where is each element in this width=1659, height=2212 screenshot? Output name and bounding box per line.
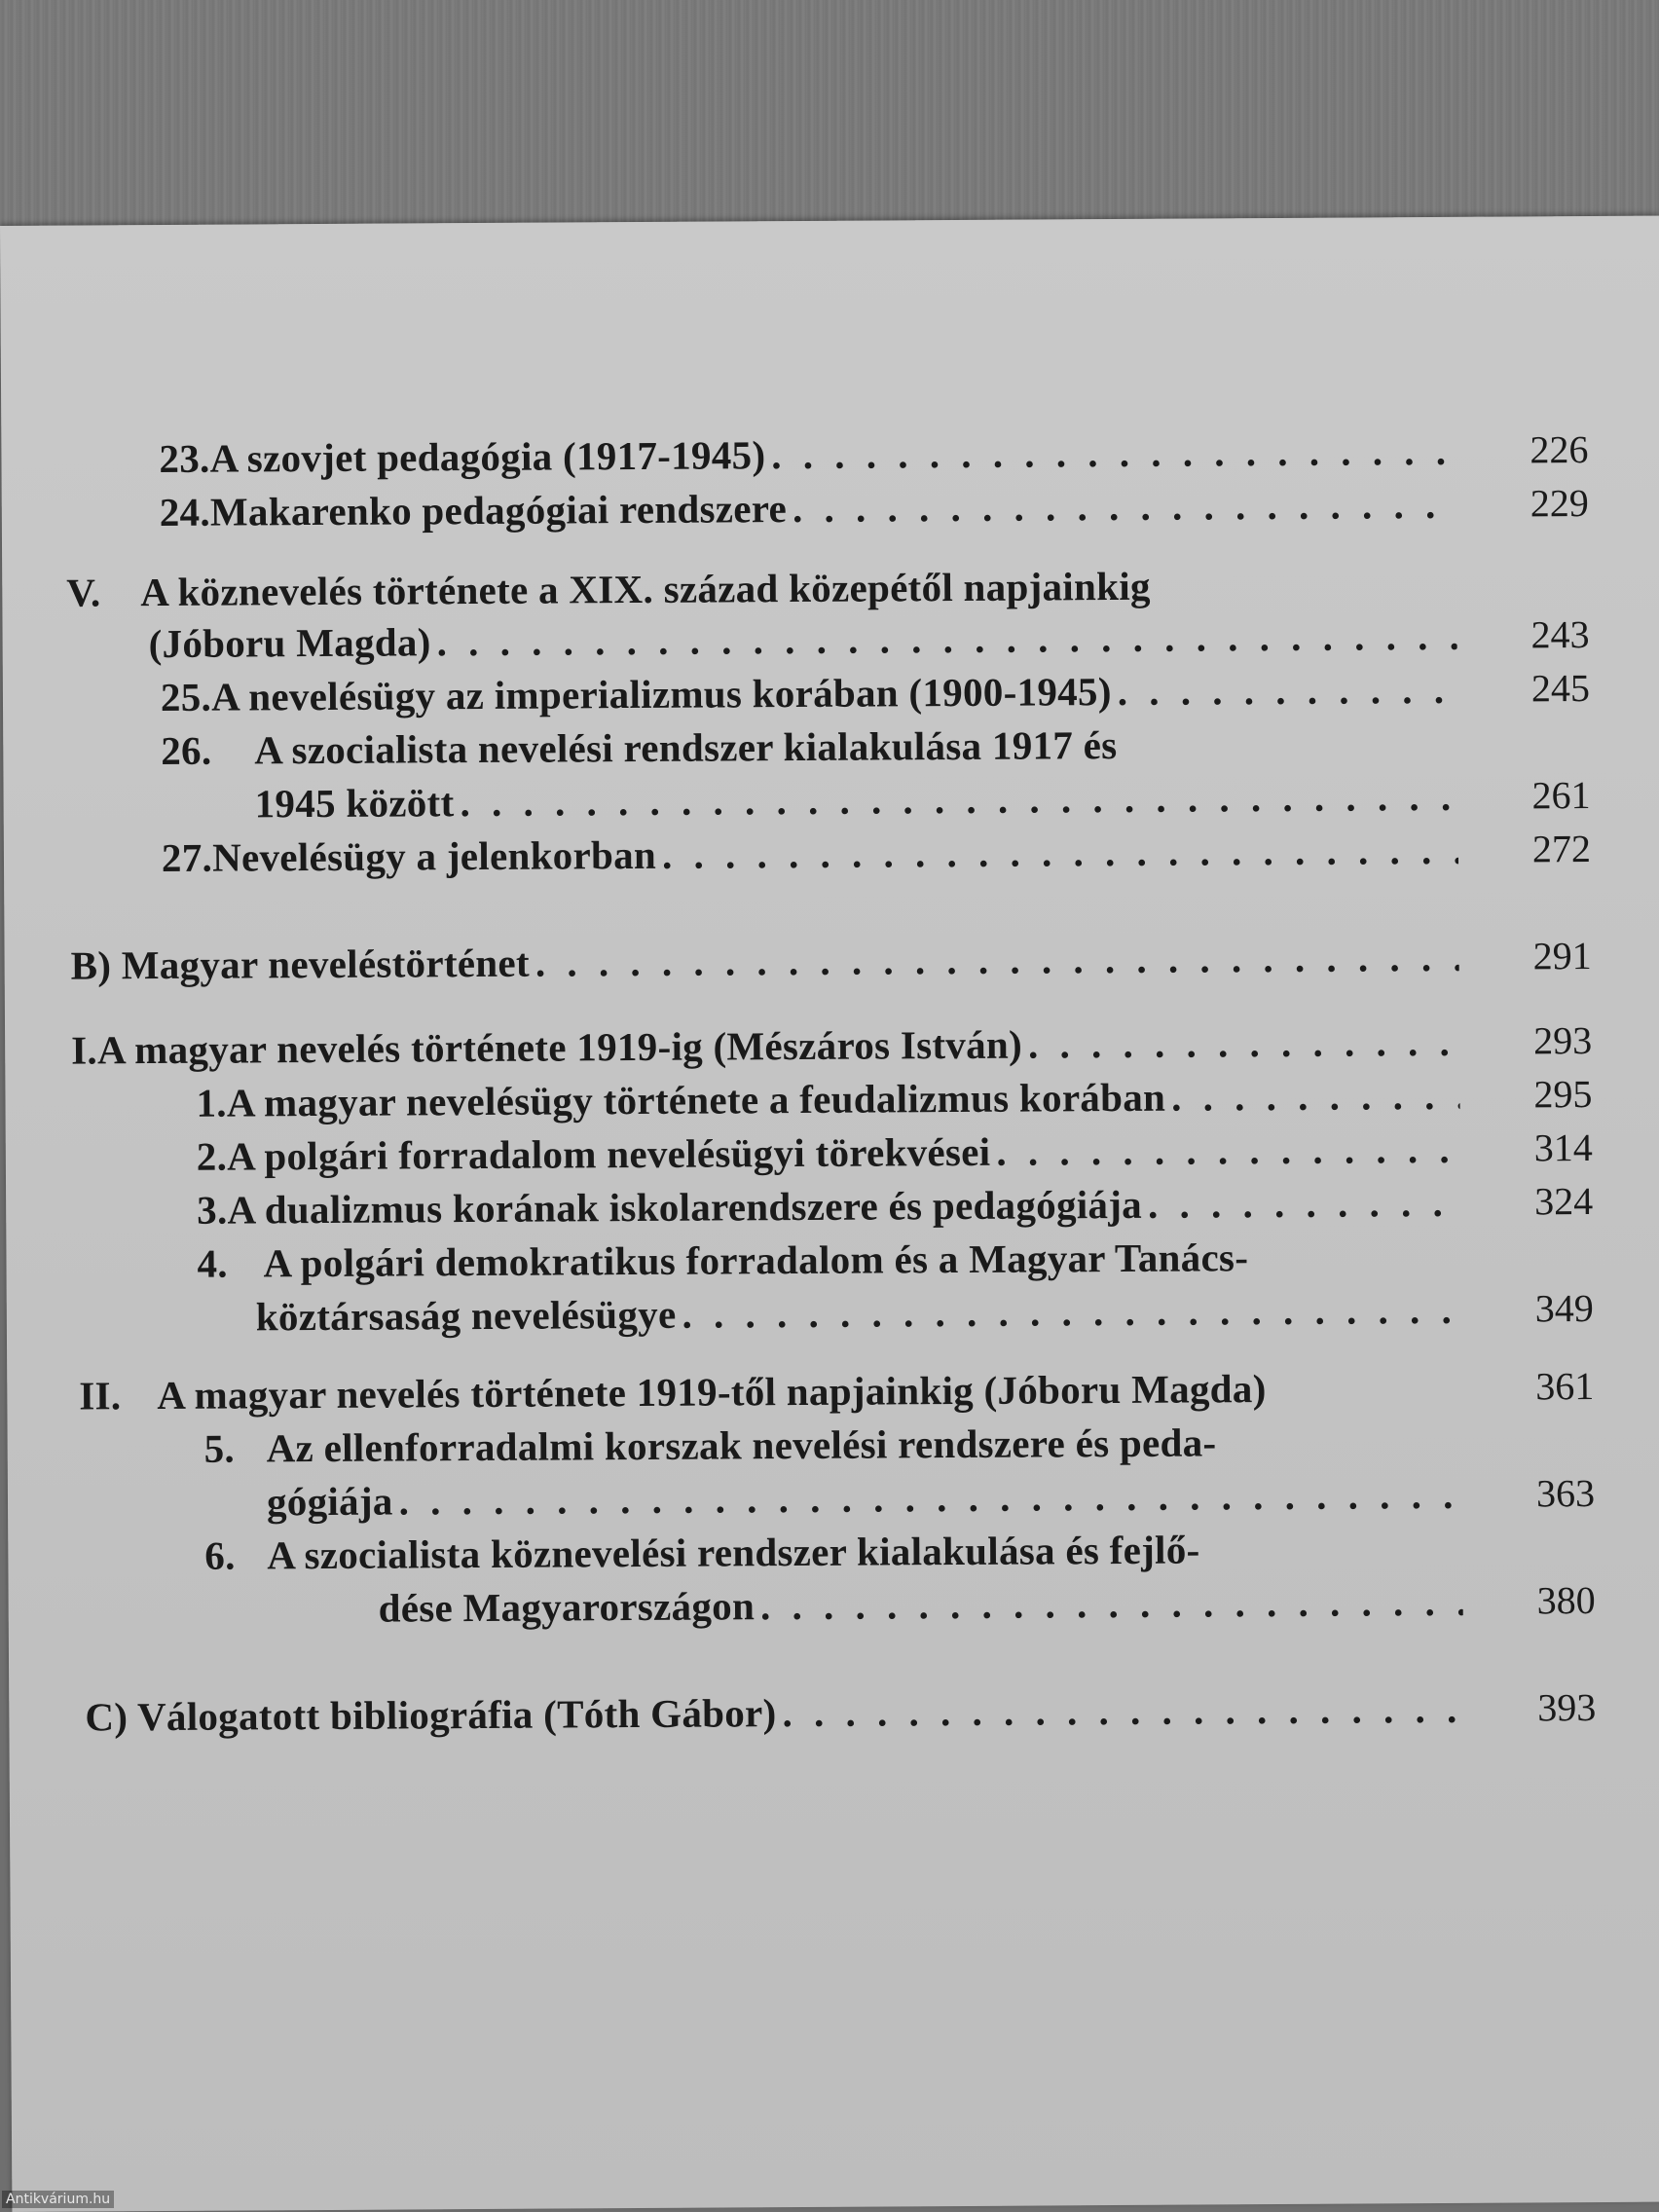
toc-entry-title: A szocialista nevelési rendszer kialakulása 1917 és bbox=[254, 722, 1118, 773]
watermark-label: Antikvárium.hu bbox=[2, 2191, 114, 2208]
toc-page-number: 380 bbox=[1536, 1578, 1596, 1623]
leader-dots bbox=[1148, 1178, 1460, 1229]
toc-section-v-heading bbox=[66, 560, 1468, 617]
toc-entry-number: 2. bbox=[196, 1133, 228, 1179]
toc-section-title-cont: (Jóboru Magda) bbox=[148, 619, 431, 667]
toc-part-c bbox=[85, 1684, 1471, 1742]
toc-entry-26 bbox=[161, 719, 1465, 775]
toc-entry-title: A szovjet pedagógia (1917-1945) bbox=[209, 432, 766, 481]
toc-entry-4-cont bbox=[256, 1285, 1469, 1342]
toc-entry-24 bbox=[160, 480, 1464, 536]
toc-page-number: 295 bbox=[1533, 1072, 1593, 1117]
leader-dots bbox=[996, 1124, 1460, 1176]
leader-dots bbox=[771, 426, 1456, 479]
toc-section-number: V. bbox=[66, 570, 101, 615]
toc-entry-number: 24. bbox=[159, 489, 211, 535]
background-surface bbox=[0, 0, 1659, 239]
leader-dots bbox=[535, 933, 1459, 987]
toc-entry-title-cont: köztársaság nevelésügye bbox=[255, 1291, 677, 1340]
toc-page-number: 243 bbox=[1530, 612, 1590, 657]
leader-dots bbox=[1118, 665, 1458, 716]
toc-entry-3 bbox=[197, 1178, 1468, 1235]
toc-section-number: I. bbox=[71, 1027, 98, 1073]
toc-entry-6 bbox=[204, 1524, 1490, 1580]
toc-page-number: 393 bbox=[1537, 1685, 1597, 1730]
toc-entry-number: 23. bbox=[159, 435, 210, 482]
toc-entry-title: A dualizmus korának iskolarendszere és pedagógiája bbox=[227, 1181, 1143, 1233]
leader-dots bbox=[793, 480, 1456, 533]
toc-entry-number: 4. bbox=[197, 1240, 229, 1286]
table-of-contents bbox=[0, 216, 1659, 2212]
toc-page-number: 272 bbox=[1531, 827, 1592, 871]
leader-dots bbox=[460, 772, 1457, 827]
toc-entry-6-cont bbox=[379, 1577, 1471, 1633]
toc-entry-number: 1. bbox=[196, 1080, 228, 1125]
toc-section-v-heading-cont bbox=[148, 611, 1464, 668]
toc-page-number: 293 bbox=[1533, 1018, 1593, 1063]
leader-dots bbox=[399, 1470, 1463, 1526]
toc-page-number: 261 bbox=[1531, 773, 1591, 818]
leader-dots bbox=[437, 611, 1457, 666]
toc-entry-number: 26. bbox=[161, 727, 212, 773]
toc-entry-5-cont bbox=[267, 1470, 1470, 1527]
toc-entry-title-cont: 1945 között bbox=[254, 780, 455, 827]
toc-entry-27 bbox=[162, 826, 1466, 882]
toc-entry-title: Az ellenforradalmi korszak nevelési rendszere és peda- bbox=[266, 1419, 1217, 1471]
toc-entry-23 bbox=[159, 426, 1463, 483]
toc-part-b bbox=[70, 933, 1466, 990]
toc-entry-1 bbox=[196, 1071, 1467, 1127]
toc-part-title: B) Magyar neveléstörténet bbox=[70, 940, 531, 988]
toc-section-title: A köznevelés története a XIX. század közepétől napjainkig bbox=[140, 563, 1151, 615]
toc-entry-number: 5. bbox=[203, 1425, 236, 1471]
toc-section-ii-heading bbox=[79, 1363, 1481, 1420]
toc-page-number: 361 bbox=[1535, 1364, 1595, 1409]
toc-entry-number: 6. bbox=[204, 1532, 236, 1578]
leader-dots bbox=[662, 826, 1458, 879]
toc-page-number: 324 bbox=[1534, 1179, 1594, 1224]
toc-entry-25 bbox=[161, 665, 1465, 721]
leader-dots bbox=[1028, 1017, 1459, 1069]
leader-dots bbox=[782, 1684, 1463, 1737]
toc-page-number: 314 bbox=[1533, 1125, 1593, 1170]
toc-page-number: 229 bbox=[1530, 481, 1589, 526]
toc-entry-26-cont bbox=[254, 772, 1465, 829]
toc-page-number: 226 bbox=[1530, 427, 1589, 472]
toc-entry-2 bbox=[197, 1124, 1468, 1181]
toc-page-number: 349 bbox=[1534, 1286, 1594, 1331]
book-page bbox=[0, 216, 1659, 2212]
toc-part-title: C) Válogatott bibliográfia (Tóth Gábor) bbox=[85, 1690, 777, 1740]
toc-entry-5 bbox=[204, 1417, 1490, 1473]
toc-entry-4 bbox=[197, 1232, 1482, 1288]
leader-dots bbox=[1171, 1071, 1460, 1122]
toc-entry-title: Nevelésügy a jelenkorban bbox=[211, 831, 657, 880]
leader-dots bbox=[682, 1285, 1461, 1339]
toc-page-number: 245 bbox=[1530, 666, 1591, 711]
toc-entry-title-cont: dése Magyarországon bbox=[378, 1583, 756, 1631]
toc-entry-title-cont: gógiája bbox=[266, 1478, 393, 1525]
toc-section-number: II. bbox=[79, 1373, 122, 1419]
toc-entry-number: 3. bbox=[197, 1187, 228, 1233]
toc-entry-title: Makarenko pedagógiai rendszere bbox=[209, 486, 788, 535]
toc-section-title: A magyar nevelés története 1919-től napjainkig (Jóboru Magda) bbox=[157, 1366, 1267, 1419]
toc-section-title: A magyar nevelés története 1919-ig (Mészáros István) bbox=[96, 1021, 1023, 1073]
toc-section-i-heading bbox=[71, 1017, 1467, 1075]
toc-entry-title: A polgári forradalom nevelésügyi törekvései bbox=[227, 1128, 991, 1179]
toc-page-number: 291 bbox=[1532, 934, 1592, 978]
toc-entry-number: 25. bbox=[160, 674, 212, 720]
toc-entry-title: A nevelésügy az imperializmus korában (1900-1945) bbox=[210, 669, 1112, 719]
toc-entry-title: A polgári demokratikus forradalom és a Magyar Tanács- bbox=[263, 1235, 1249, 1286]
leader-dots bbox=[760, 1577, 1463, 1630]
toc-page-number: 363 bbox=[1535, 1471, 1596, 1516]
toc-entry-title: A magyar nevelésügy története a feudalizmus korában bbox=[226, 1074, 1166, 1125]
toc-entry-title: A szocialista köznevelési rendszer kialakulása és fejlő- bbox=[267, 1527, 1200, 1578]
toc-entry-number: 27. bbox=[161, 834, 213, 880]
